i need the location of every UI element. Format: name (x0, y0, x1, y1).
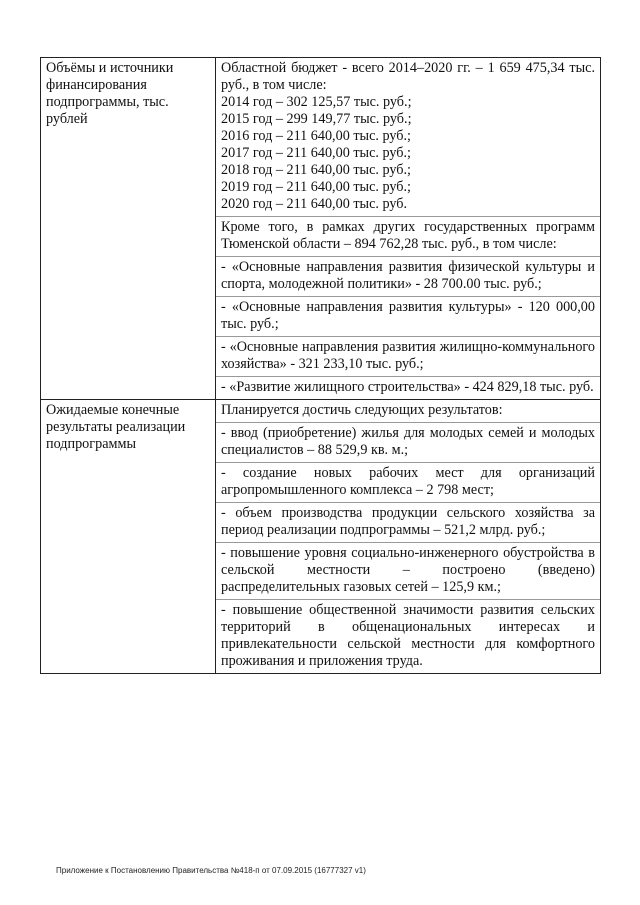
text-line: - повышение уровня социально-инженерного обустройства в сельской местности – построено (введено) распределительных газовых сетей – 125,9 км.; (221, 545, 595, 595)
row-label: Объёмы и источники финансирования подпрограммы, тыс. рублей (46, 60, 174, 127)
subprogram-table (40, 57, 601, 674)
results-item-gas-networks (216, 543, 600, 600)
financing-regional-budget (216, 58, 600, 217)
text-line: - «Развитие жилищного строительства» - 424 829,18 тыс. руб. (221, 379, 594, 395)
results-item-rural-significance (216, 600, 600, 673)
results-item-housing (216, 423, 600, 463)
text-line: - объем производства продукции сельского хозяйства за период реализации подпрограммы – 521,2 млрд. руб.; (221, 505, 595, 538)
results-intro (216, 400, 600, 423)
text-line: Кроме того, в рамках других государственных программ Тюменской области – 894 762,28 тыс. руб., в том числе: (221, 219, 595, 252)
text-line: 2014 год – 302 125,57 тыс. руб.; (221, 94, 412, 110)
table-row-financing (41, 58, 601, 400)
table-row-results (41, 400, 601, 674)
results-item-production (216, 503, 600, 543)
financing-item-housing-utilities (216, 337, 600, 377)
table-body (41, 58, 601, 674)
text-line: - «Основные направления развития жилищно-коммунального хозяйства» - 321 233,10 тыс. руб.; (221, 339, 595, 372)
text-line: 2016 год – 211 640,00 тыс. руб.; (221, 128, 411, 144)
row-content-cell (216, 400, 601, 674)
financing-item-culture (216, 297, 600, 337)
row-content-cell (216, 58, 601, 400)
row-label: Ожидаемые конечные результаты реализации подпрограммы (46, 402, 186, 452)
results-item-jobs (216, 463, 600, 503)
text-line: - «Основные направления развития культуры» - 120 000,00 тыс. руб.; (221, 299, 595, 332)
text-line: Планируется достичь следующих результатов: (221, 402, 503, 418)
financing-other-programs (216, 217, 600, 257)
row-label-cell (41, 58, 216, 400)
page-footer: Приложение к Постановлению Правительства №418-п от 07.09.2015 (16777327 v1) (56, 866, 366, 875)
financing-item-housing-construction (216, 377, 600, 399)
row-label-cell (41, 400, 216, 674)
text-line: 2017 год – 211 640,00 тыс. руб.; (221, 145, 411, 161)
text-line: - ввод (приобретение) жилья для молодых семей и молодых специалистов – 88 529,9 кв. м.; (221, 425, 595, 458)
text-line: 2019 год – 211 640,00 тыс. руб.; (221, 179, 411, 195)
text-line: - повышение общественной значимости развития сельских территорий в общенациональных интересах и привлекательности сельской местности для комфортного проживания и приложения труда. (221, 602, 595, 669)
financing-item-sport (216, 257, 600, 297)
text-line: - «Основные направления развития физической культуры и спорта, молодежной политики» - 28 700.00 тыс. руб.; (221, 259, 595, 292)
text-line: 2015 год – 299 149,77 тыс. руб.; (221, 111, 412, 127)
text-line: Областной бюджет - всего 2014–2020 гг. – 1 659 475,34 тыс. руб., в том числе: (221, 60, 595, 93)
text-line: 2020 год – 211 640,00 тыс. руб. (221, 196, 408, 212)
text-line: - создание новых рабочих мест для организаций агропромышленного комплекса – 2 798 мест; (221, 465, 595, 498)
text-line: 2018 год – 211 640,00 тыс. руб.; (221, 162, 411, 178)
